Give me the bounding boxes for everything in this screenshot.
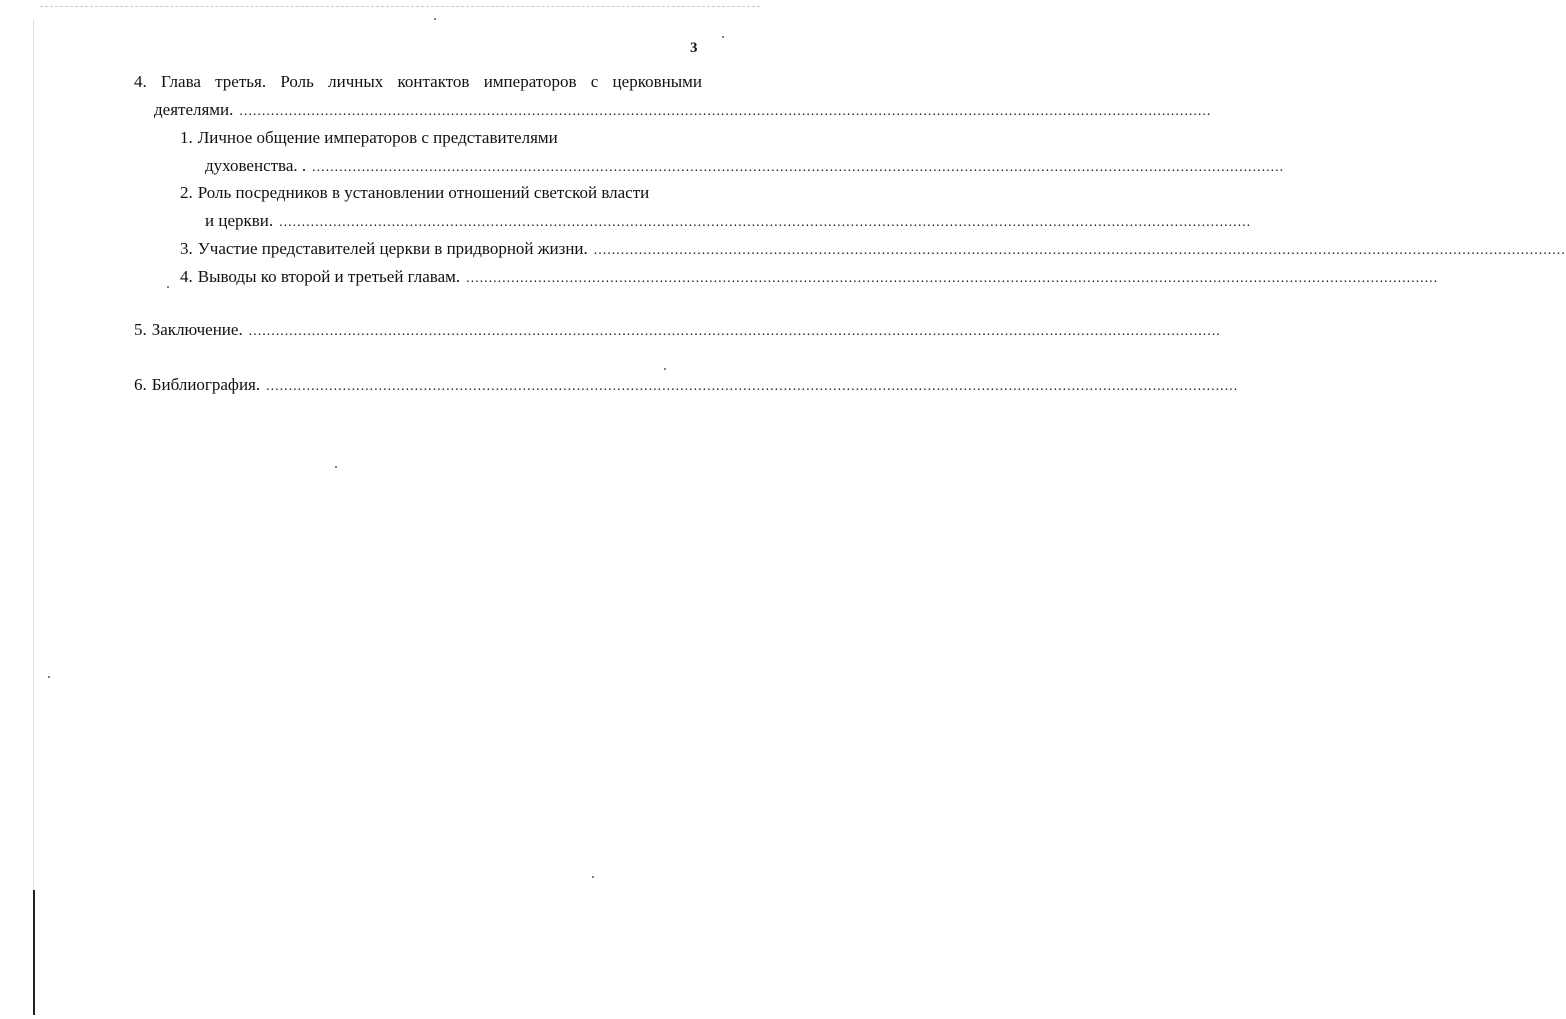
- toc-entry-title: Участие представителей церкви в придворной жизни.: [197, 239, 588, 258]
- scan-edge-left: [33, 20, 34, 1010]
- toc-dot-leader: ........................................................................................................................................................................................................................: [312, 160, 1285, 175]
- scan-speck: [434, 18, 436, 20]
- scan-speck: [592, 876, 594, 878]
- toc-entry-number: 6.: [134, 375, 147, 394]
- scan-speck: [167, 286, 169, 288]
- toc-entry-title: Выводы ко второй и третьей главам.: [197, 267, 461, 286]
- toc-entry-section-2-continued: [205, 211, 1252, 233]
- toc-entry-number: 4.: [180, 267, 193, 286]
- toc-entry-section-4: [180, 267, 1439, 289]
- toc-entry-section-3: [180, 239, 1566, 261]
- toc-entry-title: деятелями.: [154, 100, 234, 119]
- page-number: 3: [690, 40, 698, 56]
- toc-entry-chapter-4: [134, 72, 702, 92]
- scan-speck: [48, 676, 50, 678]
- toc-entry-title: Роль посредников в установлении отношений светской власти: [197, 183, 650, 202]
- toc-dot-leader: ........................................................................................................................................................................................................................: [593, 243, 1566, 258]
- toc-entry-title: Библиография.: [151, 375, 261, 394]
- toc-entry-number: 1.: [180, 128, 193, 147]
- toc-entry-section-1-continued: [205, 156, 1285, 178]
- toc-entry-chapter-5: [134, 320, 1221, 342]
- toc-entry-section-2: [180, 183, 664, 203]
- toc-entry-number: 2.: [180, 183, 193, 202]
- scan-speck: [335, 466, 337, 468]
- toc-entry-title: Глава третья. Роль личных контактов императоров с церковными: [161, 72, 703, 91]
- toc-entry-section-1: [180, 128, 664, 148]
- toc-dot-leader: ........................................................................................................................................................................................................................: [279, 215, 1252, 230]
- toc-entry-title: Личное общение императоров с представителями: [197, 128, 558, 147]
- toc-entry-chapter-6: [134, 375, 1239, 397]
- toc-dot-leader: ........................................................................................................................................................................................................................: [466, 271, 1439, 286]
- toc-entry-number: 5.: [134, 320, 147, 339]
- scan-speck: [722, 36, 724, 38]
- toc-entry-title: духовенства. .: [205, 156, 307, 175]
- toc-dot-leader: ........................................................................................................................................................................................................................: [239, 104, 1212, 119]
- toc-entry-number: 3.: [180, 239, 193, 258]
- toc-entry-chapter-4-continued: [154, 100, 1212, 122]
- toc-entry-number: 4.: [134, 72, 147, 91]
- toc-entry-title: и церкви.: [205, 211, 274, 230]
- scan-mark-left: [33, 890, 35, 1015]
- toc-entry-title: Заключение.: [151, 320, 243, 339]
- scan-speck: [664, 368, 666, 370]
- toc-dot-leader: ........................................................................................................................................................................................................................: [248, 324, 1221, 339]
- toc-dot-leader: ........................................................................................................................................................................................................................: [266, 379, 1239, 394]
- scan-edge-top: [40, 6, 760, 7]
